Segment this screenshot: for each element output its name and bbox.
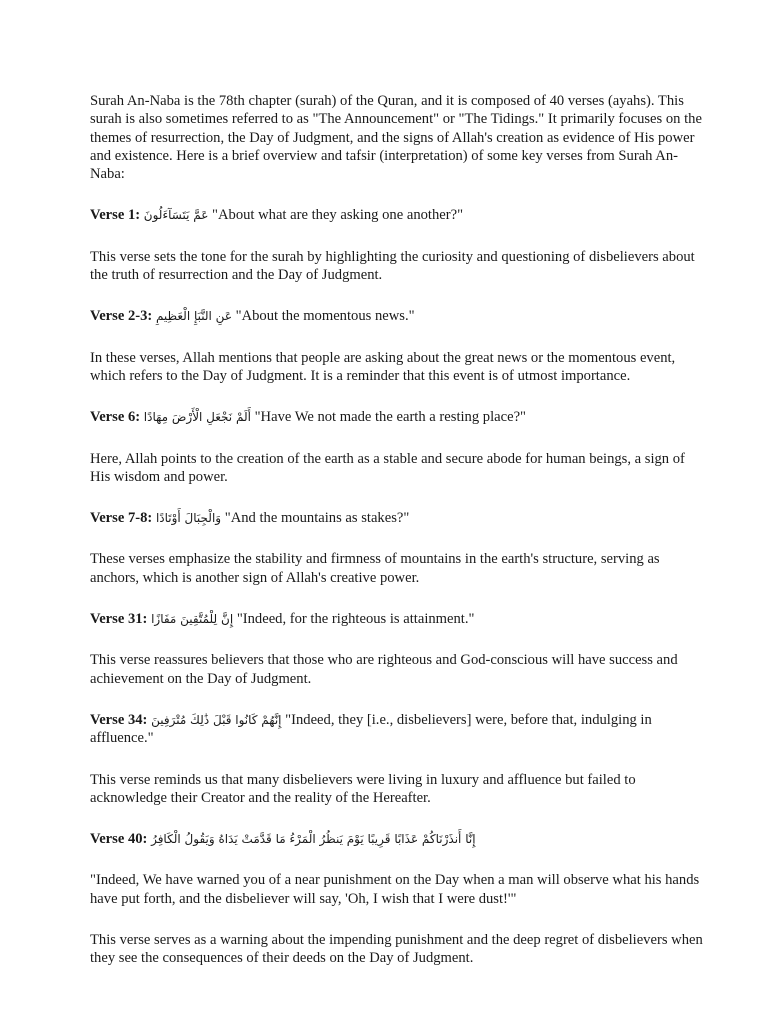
verse-heading xyxy=(90,307,708,325)
verse-arabic-text: أَلَمْ نَجْعَلِ الْأَرْضَ مِهَادًا xyxy=(143,410,251,425)
verse-arabic-text: وَالْجِبَالَ أَوْتَادًا xyxy=(155,511,222,526)
verse-arabic-text: عَنِ النَّبَإِ الْعَظِيمِ xyxy=(155,309,232,324)
verse-explanation: These verses emphasize the stability and firmness of mountains in the earth's structure, serving as anchors, which is another sign of Allah's creative power. xyxy=(90,551,660,586)
verse-translation: "Indeed, We have warned you of a near punishment on the Day when a man will observe what his hands have put forth, and the disbeliever will say, 'Oh, I wish that I were dust!'" xyxy=(90,872,700,907)
verse-translation: "Have We not made the earth a resting place?" xyxy=(254,409,527,426)
verse-label: Verse 6: xyxy=(90,409,141,426)
verse-label: Verse 7-8: xyxy=(90,510,153,527)
verse-label: Verse 31: xyxy=(90,611,148,628)
verse-explanation: This verse reminds us that many disbelievers were living in luxury and affluence but failed to acknowledge their Creator and the reality of the Hereafter. xyxy=(90,771,636,806)
verse-translation: "Indeed, they [i.e., disbelievers] were, before that, indulging in affluence." xyxy=(90,711,652,747)
verse-heading xyxy=(90,206,708,224)
verse-arabic-text: عَمَّ يَتَسَآءَلُونَ xyxy=(143,208,209,223)
verse-translation: "About the momentous news." xyxy=(235,308,415,325)
verse-label: Verse 34: xyxy=(90,711,148,728)
verse-arabic-text: إِنَّا أَنذَرْنَاكُمْ عَذَابًا قَرِيبًا يَوْمَ يَنظُرُ الْمَرْءُ مَا قَدَّمَتْ يَدَاهُ وَيَقُولُ الْكَافِرُ xyxy=(151,832,476,847)
verse-translation: "Indeed, for the righteous is attainment." xyxy=(236,611,475,628)
verse-arabic-text: إِنَّ لِلْمُتَّقِينَ مَفَازًا xyxy=(151,612,234,627)
verse-heading xyxy=(90,509,708,527)
verse-label: Verse 40: xyxy=(90,831,148,848)
verse-label: Verse 2-3: xyxy=(90,308,153,325)
verse-heading xyxy=(90,408,708,426)
verse-explanation: In these verses, Allah mentions that people are asking about the great news or the momentous event, which refers to the Day of Judgment. It is a reminder that this event is of utmost importance. xyxy=(90,349,676,384)
verse-label: Verse 1: xyxy=(90,207,141,224)
verse-explanation: This verse sets the tone for the surah by highlighting the curiosity and questioning of disbelievers about the truth of resurrection and the Day of Judgment. xyxy=(90,248,695,284)
verse-explanation: Here, Allah points to the creation of the earth as a stable and secure abode for human beings, a sign of His wisdom and power. xyxy=(90,450,685,485)
verse-translation: "About what are they asking one another?" xyxy=(212,207,464,224)
intro-paragraph: Surah An-Naba is the 78th chapter (surah) of the Quran, and it is composed of 40 verses (ayahs). This surah is also sometimes referred to as "The Announcement" or "The Tidings." It primarily focuses on the themes of resurrection, the Day of Judgment, and the signs of Allah's creation as evidence of His power and existence. Here is a brief overview and tafsir (interpretation) of some key verses from Surah An-Naba: xyxy=(90,93,702,183)
verse-heading xyxy=(90,610,708,628)
verse-explanation: This verse reassures believers that those who are righteous and God-conscious will have success and achievement on the Day of Judgment. xyxy=(90,652,678,687)
verse-heading xyxy=(90,711,708,748)
verse-translation: "And the mountains as stakes?" xyxy=(224,510,410,527)
verse-heading xyxy=(90,830,708,848)
verse-arabic-text: إِنَّهُمْ كَانُوا قَبْلَ ذَٰلِكَ مُتْرَفِينَ xyxy=(151,712,282,727)
verse-explanation: This verse serves as a warning about the impending punishment and the deep regret of disbelievers when they see the consequences of their deeds on the Day of Judgment. xyxy=(90,932,703,967)
